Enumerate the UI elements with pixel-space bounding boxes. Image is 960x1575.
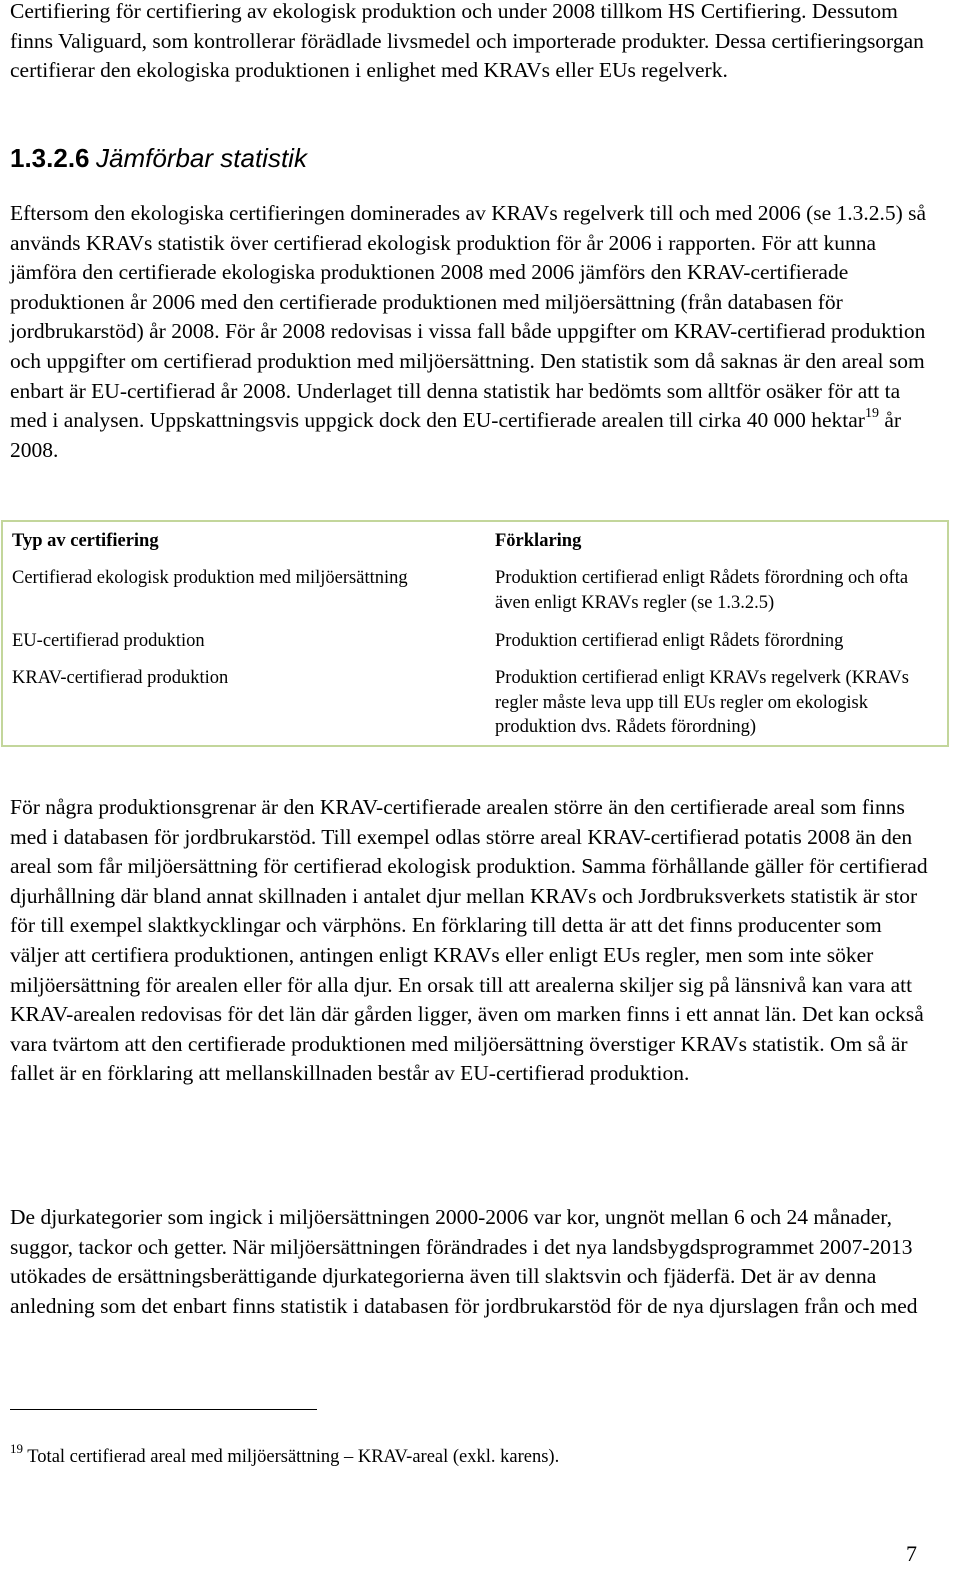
table-cell-type: Certifierad ekologisk produktion med miljöersättning	[12, 568, 408, 588]
footnote-text: Total certifierad areal med miljöersättning – KRAV-areal (exkl. karens).	[23, 1447, 560, 1467]
table-header-explanation: Förklaring	[495, 531, 582, 551]
section-heading	[10, 141, 307, 176]
table-cell-explanation: Produktion certifierad enligt Rådets förordning och ofta även enligt KRAVs regler (se 1.3.2.5)	[495, 568, 909, 613]
footnote-reference: 19	[864, 406, 879, 422]
comparable-statistics-paragraph	[10, 199, 930, 465]
section-title: Jämförbar statistik	[96, 143, 307, 173]
footnote-marker: 19	[10, 1441, 23, 1456]
footnote-separator	[10, 1409, 317, 1410]
table-cell-explanation: Produktion certifierad enligt KRAVs regelverk (KRAVs regler måste leva upp till EUs regler om ekologisk produktion dvs. Rådets förordning)	[495, 668, 909, 737]
table-cell-type: EU-certifierad produktion	[12, 631, 205, 651]
section-number: 1.3.2.6	[10, 143, 90, 173]
animal-categories-paragraph: De djurkategorier som ingick i miljöersättningen 2000-2006 var kor, ungnöt mellan 6 och 24 månader, suggor, tackor och getter. När miljöersättningen förändrades i det nya landsbygdsprogrammet 2007-2013 utökades de ersättningsberättigande djurkategorierna även till slaktsvin och fjäderfä. Det är av denna anledning som det enbart finns statistik i databasen för jordbrukarstöd för de nya djurslagen från och med	[10, 1205, 918, 1318]
area-comparison-paragraph: För några produktionsgrenar är den KRAV-certifierade arealen större än den certifierade areal som finns med i databasen för jordbrukarstöd. Till exempel odlas större areal KRAV-certifierad potatis 2008 än den areal som får miljöersättning för certifierad ekologisk produktion. Samma förhållande gäller för certifierad djurhållning där bland annat skillnaden i antalet djur mellan KRAVs och Jordbruksverkets statistik är stor för till exempel slaktkycklingar och värphöns. En förklaring till detta är att det finns producenter som väljer att certifiera produktionen, antingen enligt KRAVs eller enligt EUs regler, men som inte söker miljöersättning för arealen eller för alla djur. En orsak till att arealerna skiljer sig på länsnivå kan vara att KRAV-arealen redovisas för det län där gården ligger, även om marken finns i ett annat län. Det kan också vara tvärtom att den certifierade produktionen med miljöersättning överstiger KRAVs statistik. Om så är fallet är en förklaring att mellanskillnaden består av EU-certifierad produktion.	[10, 795, 928, 1086]
paragraph-text: Eftersom den ekologiska certifieringen dominerades av KRAVs regelverk till och med 2006 (se 1.3.2.5) så används KRAVs statistik över certifierad ekologisk produktion för år 2006 i rapporten. För att kunna jämföra den certifierade ekologiska produktionen 2008 med 2006 jämförs den KRAV-certifierade produktionen år 2006 med den certifierade produktionen med miljöersättning (från databasen för jordbrukarstöd) år 2008. För år 2008 redovisas i vissa fall både uppgifter om KRAV-certifierad produktion och uppgifter om certifierad produktion med miljöersättning. Den statistik som då saknas är den areal som enbart är EU-certifierad år 2008. Underlaget till denna statistik har bedömts som alltför osäker för att ta med i analysen. Uppskattningsvis uppgick dock den EU-certifierade arealen till cirka 40 000 hektar	[10, 201, 927, 433]
certification-types-table	[1, 520, 949, 747]
page-number: 7	[906, 1541, 917, 1566]
table-cell-type: KRAV-certifierad produktion	[12, 668, 229, 688]
paragraph-text-end: år 2008.	[10, 408, 902, 462]
table-header-type: Typ av certifiering	[12, 531, 159, 551]
footnote	[10, 1441, 560, 1470]
table-cell-explanation: Produktion certifierad enligt Rådets förordning	[495, 631, 844, 651]
intro-paragraph: Certifiering för certifiering av ekologisk produktion och under 2008 tillkom HS Certifiering. Dessutom finns Valiguard, som kontrollerar förädlade livsmedel och importerade produkter. Dessa certifieringsorgan certifierar den ekologiska produktionen i enlighet med KRAVs eller EUs regelverk.	[10, 0, 924, 83]
